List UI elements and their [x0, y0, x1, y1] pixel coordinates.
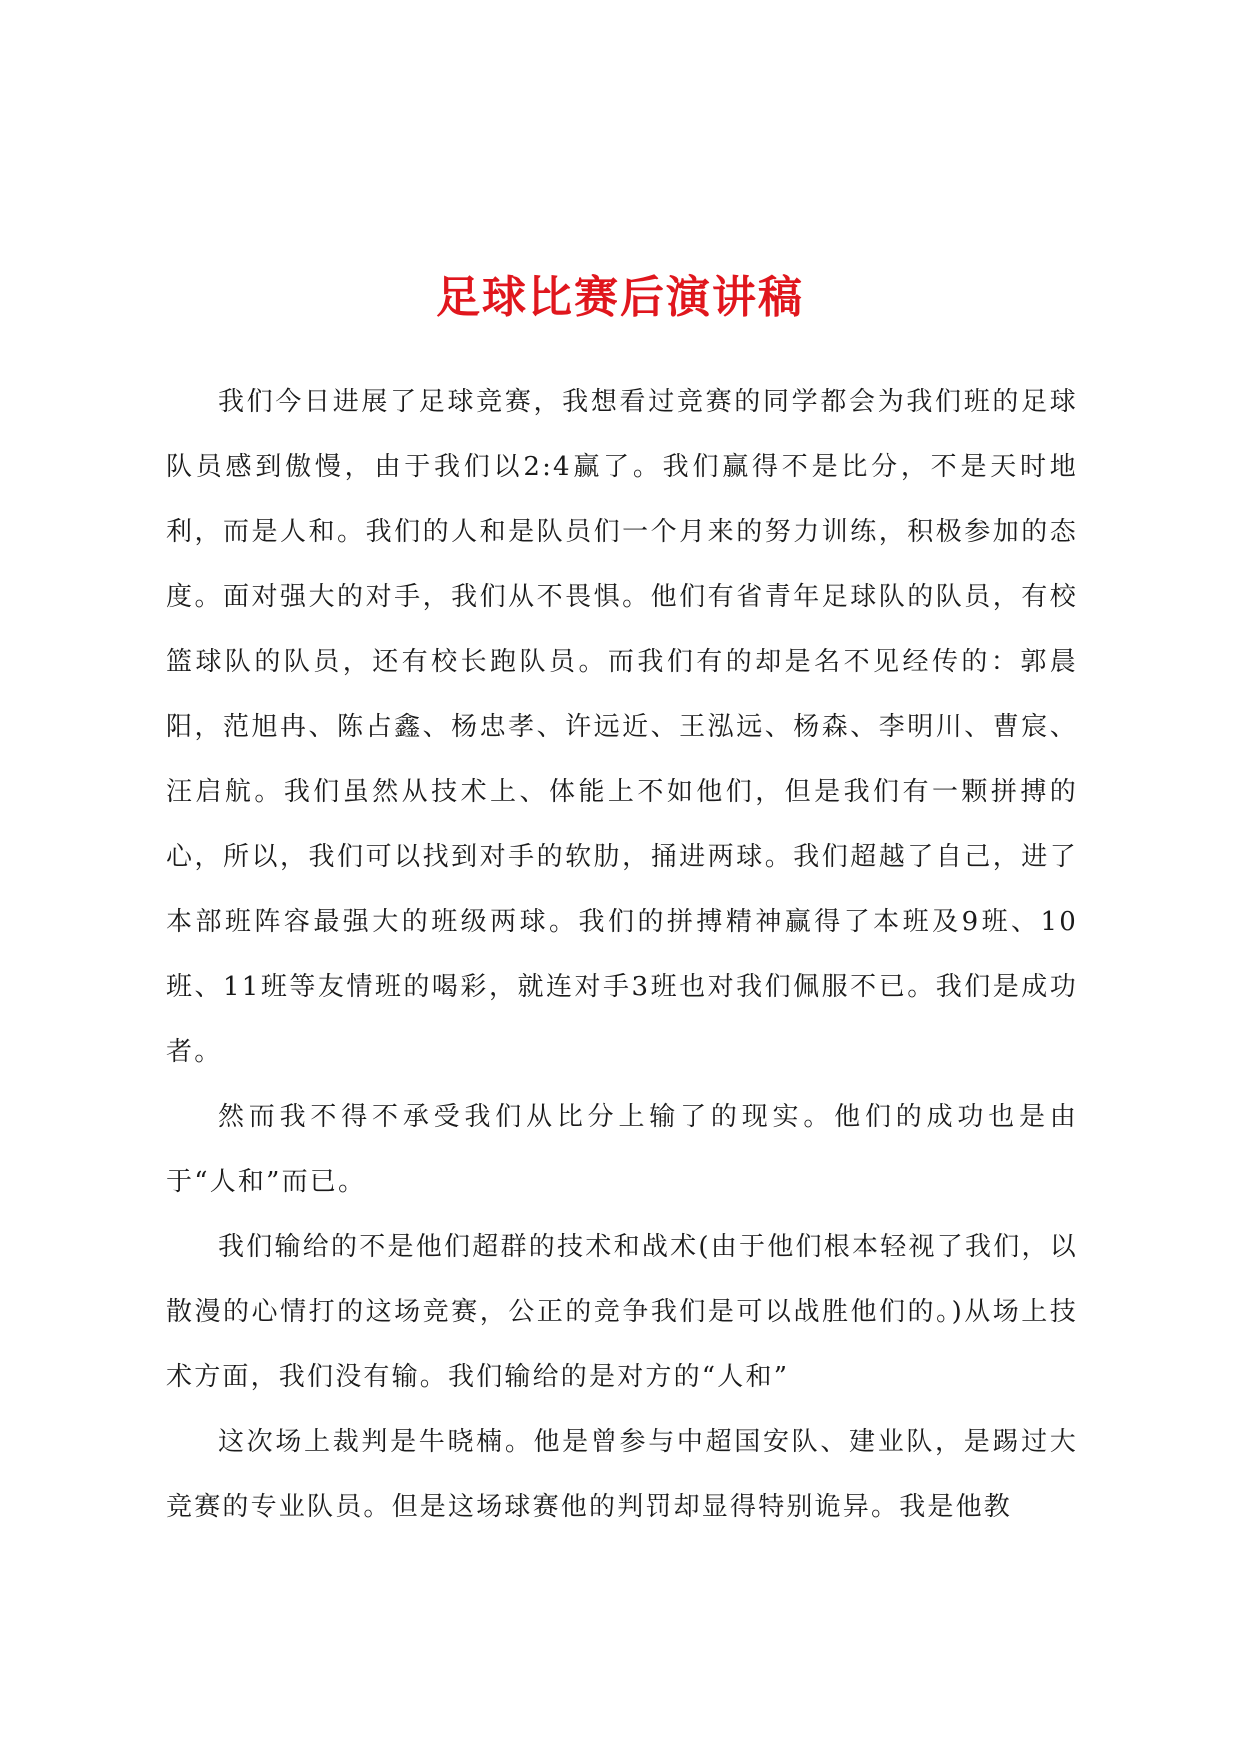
paragraph-1: 我们今日进展了足球竞赛，我想看过竞赛的同学都会为我们班的足球队员感到傲慢，由于我们以2:4赢了。我们赢得不是比分，不是天时地利，而是人和。我们的人和是队员们一个月来的努力训练，积极参加的态度。面对强大的对手，我们从不畏惧。他们有省青年足球队的队员，有校篮球队的队员，还有校长跑队员。而我们有的却是名不见经传的：郭晨阳，范旭冉、陈占鑫、杨忠孝、许远近、王泓远、杨森、李明川、曹宸、汪启航。我们虽然从技术上、体能上不如他们，但是我们有一颗拼搏的心，所以，我们可以找到对手的软肋，捅进两球。我们超越了自己，进了本部班阵容最强大的班级两球。我们的拼搏精神赢得了本班及9班、10班、11班等友情班的喝彩，就连对手3班也对我们佩服不已。我们是成功者。 [166, 387, 1078, 1067]
document-title: 足球比赛后演讲稿 [436, 272, 804, 323]
paragraph-3: 我们输给的不是他们超群的技术和战术(由于他们根本轻视了我们，以散漫的心情打的这场竞赛，公正的竞争我们是可以战胜他们的。)从场上技术方面，我们没有输。我们输给的是对方的“人和” [166, 1232, 1078, 1392]
paragraph-4: 这次场上裁判是牛晓楠。他是曾参与中超国安队、建业队，是踢过大竞赛的专业队员。但是这场球赛他的判罚却显得特别诡异。我是他教 [166, 1427, 1078, 1522]
document-body [166, 370, 1078, 1540]
paragraph-2: 然而我不得不承受我们从比分上输了的现实。他们的成功也是由于“人和”而已。 [166, 1102, 1078, 1197]
